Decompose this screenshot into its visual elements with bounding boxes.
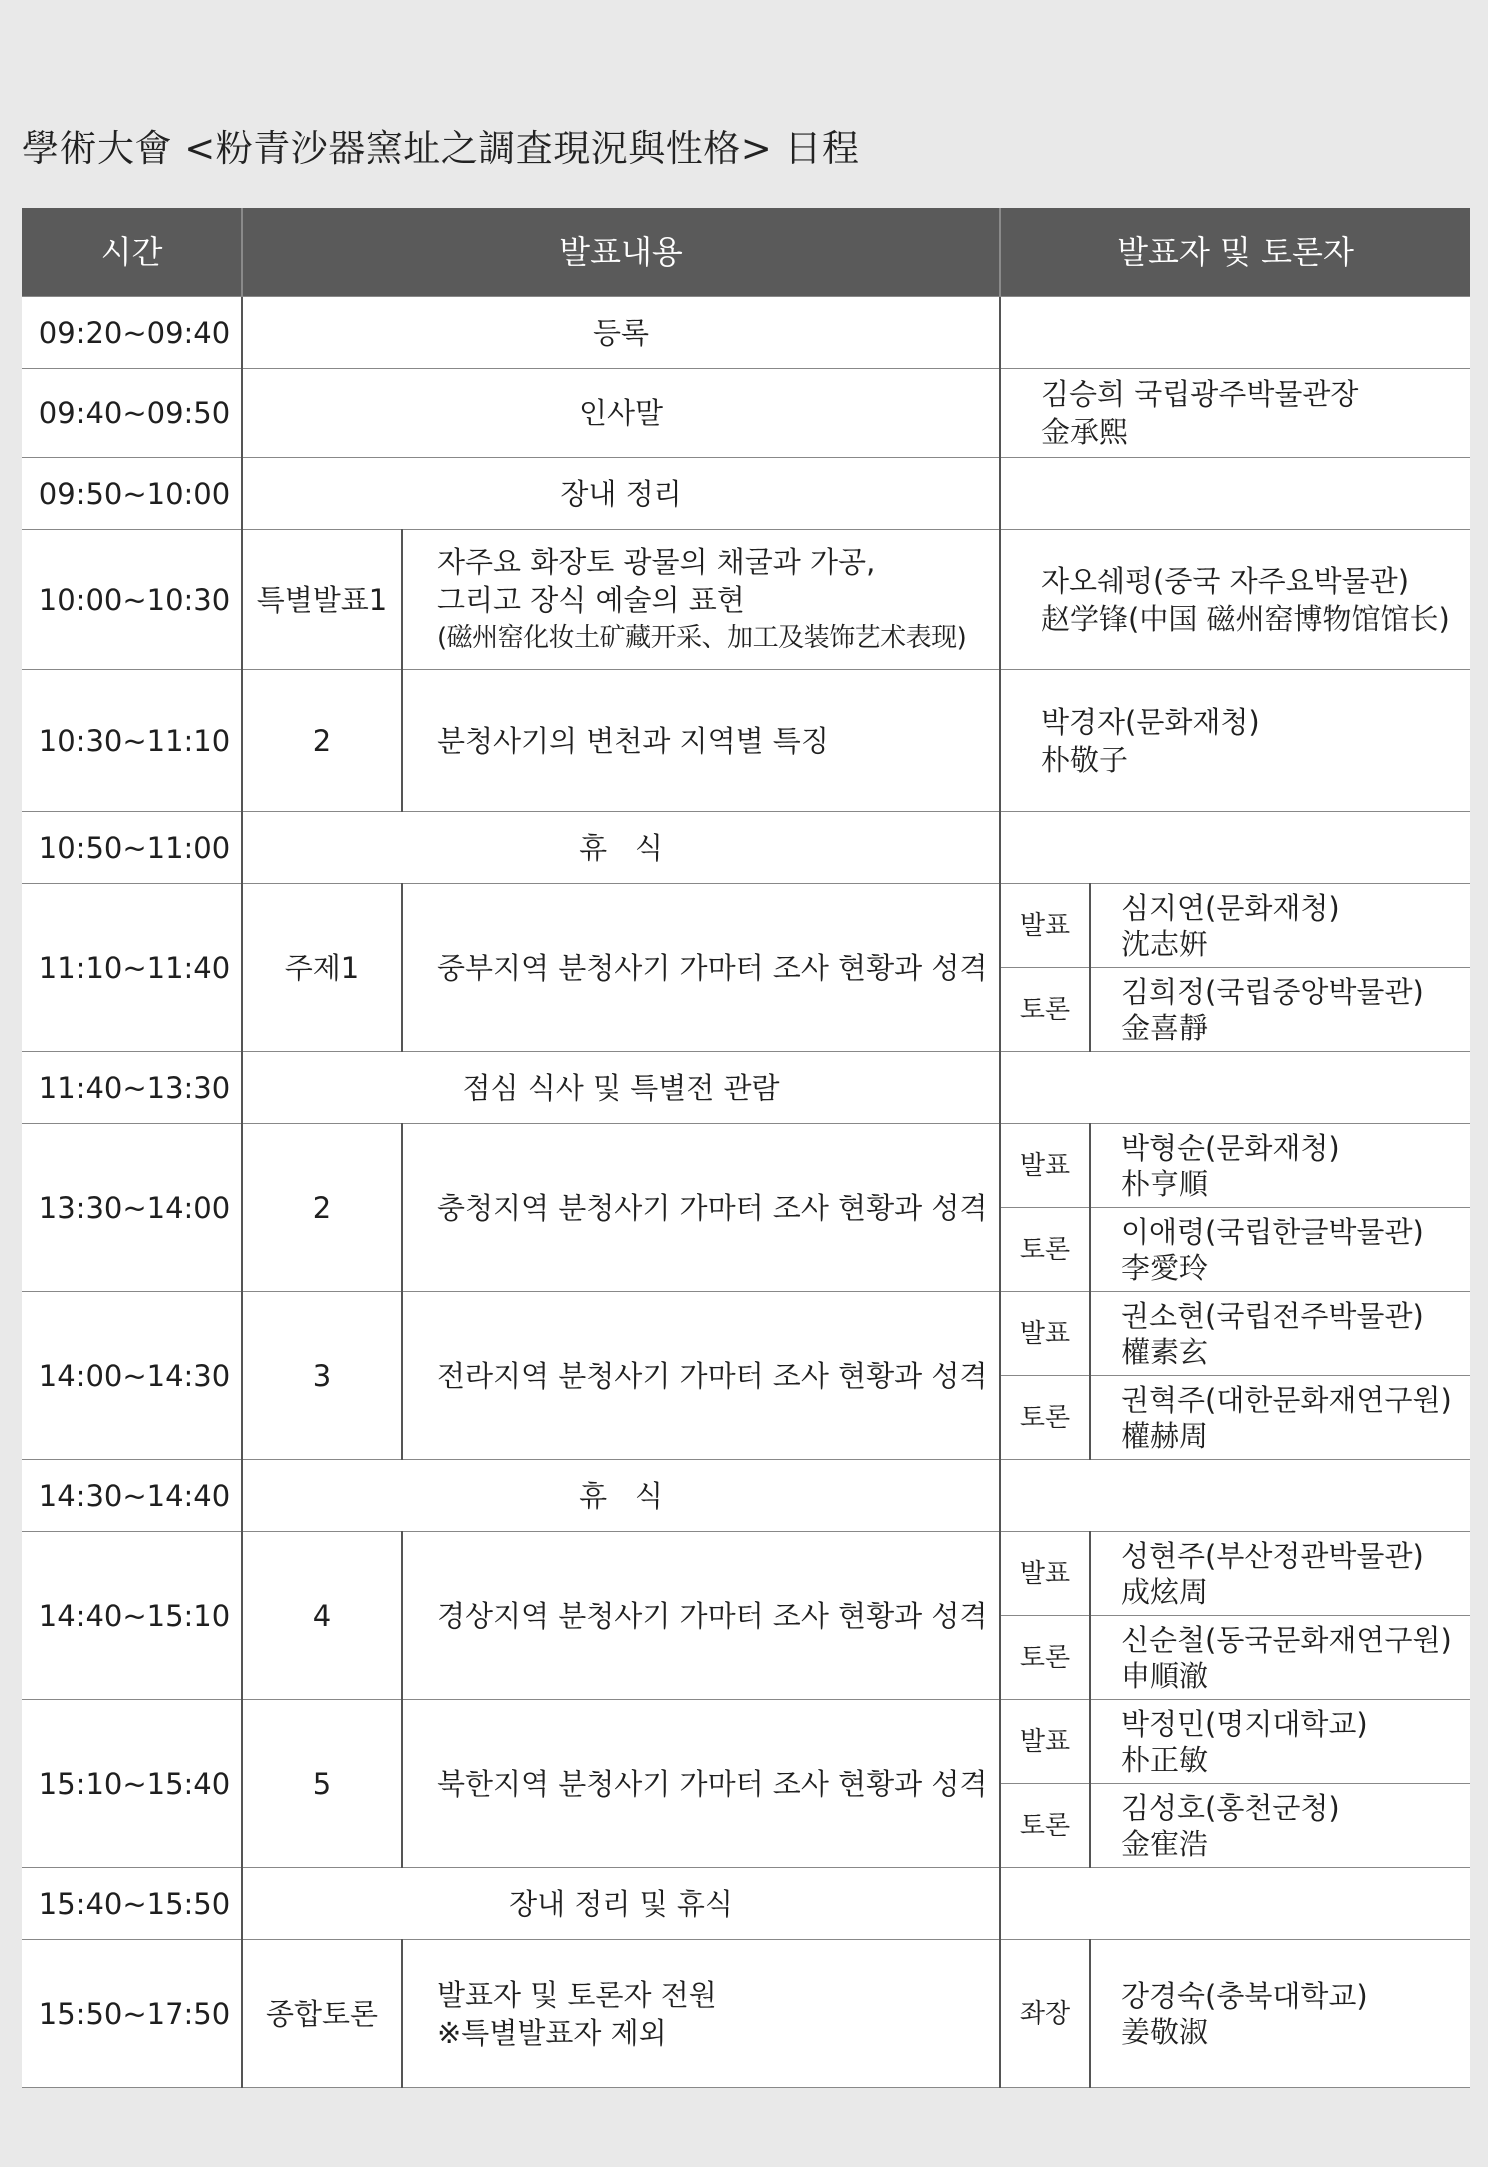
speaker-name: 김성호(홍천군청) (1121, 1790, 1340, 1825)
speaker-cell (1090, 1616, 1470, 1700)
speaker-cell (1000, 670, 1470, 812)
speaker-name: 박형순(문화재청) (1121, 1130, 1340, 1165)
content-cell: 점심 식사 및 특별전 관람 (242, 1052, 1000, 1124)
speaker-hanja: 朴正敏 (1121, 1742, 1209, 1777)
table-row (22, 1532, 1470, 1616)
session-label: 종합토론 (242, 1940, 402, 2088)
speaker-hanja: 權赫周 (1121, 1418, 1209, 1453)
session-label: 5 (242, 1700, 402, 1868)
role-label: 토론 (1000, 1616, 1090, 1700)
table-row (22, 1700, 1470, 1784)
speaker-cell (1090, 1208, 1470, 1292)
speaker-name: 권소현(국립전주박물관) (1121, 1298, 1424, 1333)
speaker-cell (1000, 297, 1470, 369)
content-cell: 경상지역 분청사기 가마터 조사 현황과 성격 (402, 1532, 1000, 1700)
table-row (22, 812, 1470, 884)
header-speakers: 발표자 및 토론자 (1000, 208, 1470, 297)
speaker-hanja: 朴亨順 (1121, 1166, 1209, 1201)
table-row (22, 670, 1470, 812)
speaker-cell (1000, 1868, 1470, 1940)
speaker-hanja: 金寉浩 (1121, 1826, 1209, 1861)
speaker-cell (1000, 1460, 1470, 1532)
speaker-cell (1090, 1784, 1470, 1868)
speaker-hanja: 權素玄 (1121, 1334, 1209, 1369)
content-cell: 분청사기의 변천과 지역별 특징 (402, 670, 1000, 812)
speaker-cell (1090, 1124, 1470, 1208)
table-row (22, 884, 1470, 968)
table-row (22, 1940, 1470, 2088)
time-cell: 11:10~11:40 (22, 884, 242, 1052)
speaker-cell (1090, 884, 1470, 968)
table-row (22, 458, 1470, 530)
talk-title-line: 그리고 장식 예술의 표현 (437, 582, 745, 617)
session-label: 2 (242, 670, 402, 812)
role-label: 토론 (1000, 1376, 1090, 1460)
talk-title-line: 자주요 화장토 광물의 채굴과 가공, (437, 544, 876, 579)
speaker-cell (1090, 1292, 1470, 1376)
speaker-name: 김희정(국립중앙박물관) (1121, 974, 1424, 1009)
speaker-name: 김승희 국립광주박물관장 (1041, 377, 1359, 411)
speaker-cell (1090, 1376, 1470, 1460)
speaker-name: 자오쉐펑(중국 자주요박물관) (1041, 563, 1410, 598)
time-cell: 11:40~13:30 (22, 1052, 242, 1124)
role-label: 발표 (1000, 1700, 1090, 1784)
time-cell: 15:50~17:50 (22, 1940, 242, 2088)
role-label: 발표 (1000, 1532, 1090, 1616)
content-cell: 전라지역 분청사기 가마터 조사 현황과 성격 (402, 1292, 1000, 1460)
content-cell: 인사말 (242, 369, 1000, 458)
speaker-hanja: 赵学锋(中国 磁州窑博物馆馆长) (1041, 601, 1450, 636)
time-cell: 15:10~15:40 (22, 1700, 242, 1868)
speaker-cell (1000, 530, 1470, 670)
speaker-cell (1000, 1052, 1470, 1124)
time-cell: 14:00~14:30 (22, 1292, 242, 1460)
talk-note: ※특별발표자 제외 (437, 2015, 667, 2050)
role-label: 토론 (1000, 1784, 1090, 1868)
content-cell: 장내 정리 (242, 458, 1000, 530)
table-row (22, 1124, 1470, 1208)
content-cell (402, 530, 1000, 670)
speaker-cell (1000, 369, 1470, 458)
header-time: 시간 (22, 208, 242, 297)
role-label: 토론 (1000, 968, 1090, 1052)
role-label: 토론 (1000, 1208, 1090, 1292)
content-cell: 북한지역 분청사기 가마터 조사 현황과 성격 (402, 1700, 1000, 1868)
speaker-cell (1090, 1532, 1470, 1616)
session-label: 주제1 (242, 884, 402, 1052)
speaker-name: 이애령(국립한글박물관) (1121, 1214, 1424, 1249)
talk-title-chinese: (磁州窑化妆土矿藏开采、加工及装饰艺术表现) (437, 622, 967, 653)
session-label: 3 (242, 1292, 402, 1460)
time-cell: 14:30~14:40 (22, 1460, 242, 1532)
speaker-hanja: 姜敬淑 (1121, 2014, 1209, 2049)
speaker-hanja: 申順澈 (1121, 1658, 1209, 1693)
role-label: 좌장 (1000, 1940, 1090, 2088)
time-cell: 10:00~10:30 (22, 530, 242, 670)
speaker-hanja: 朴敬子 (1041, 742, 1129, 777)
speaker-name: 성현주(부산정관박물관) (1121, 1538, 1424, 1573)
speaker-hanja: 沈志姸 (1121, 926, 1209, 961)
time-cell: 13:30~14:00 (22, 1124, 242, 1292)
role-label: 발표 (1000, 1292, 1090, 1376)
table-row (22, 1292, 1470, 1376)
table-row (22, 1868, 1470, 1940)
speaker-name: 신순철(동국문화재연구원) (1121, 1622, 1452, 1657)
talk-title-line: 발표자 및 토론자 전원 (437, 1977, 717, 2012)
content-cell: 장내 정리 및 휴식 (242, 1868, 1000, 1940)
content-cell: 휴 식 (242, 1460, 1000, 1532)
content-cell: 등록 (242, 297, 1000, 369)
schedule-table (22, 208, 1470, 2088)
speaker-hanja: 金喜靜 (1121, 1010, 1209, 1045)
table-row (22, 297, 1470, 369)
speaker-name: 박경자(문화재청) (1041, 704, 1260, 739)
speaker-cell (1090, 968, 1470, 1052)
speaker-name: 박정민(명지대학교) (1121, 1706, 1368, 1741)
speaker-hanja: 成炫周 (1121, 1574, 1209, 1609)
speaker-cell (1000, 458, 1470, 530)
table-header-row (22, 208, 1470, 297)
table-row (22, 369, 1470, 458)
session-label: 2 (242, 1124, 402, 1292)
role-label: 발표 (1000, 1124, 1090, 1208)
speaker-cell (1000, 812, 1470, 884)
page-title: 學術大會 <粉青沙器窯址之調査現況與性格> 日程 (22, 127, 860, 170)
content-cell: 휴 식 (242, 812, 1000, 884)
time-cell: 10:30~11:10 (22, 670, 242, 812)
time-cell: 10:50~11:00 (22, 812, 242, 884)
speaker-hanja: 李愛玲 (1121, 1250, 1209, 1285)
time-cell: 09:50~10:00 (22, 458, 242, 530)
session-label: 4 (242, 1532, 402, 1700)
time-cell: 15:40~15:50 (22, 1868, 242, 1940)
time-cell: 14:40~15:10 (22, 1532, 242, 1700)
time-cell: 09:20~09:40 (22, 297, 242, 369)
content-cell: 충청지역 분청사기 가마터 조사 현황과 성격 (402, 1124, 1000, 1292)
table-row (22, 1460, 1470, 1532)
session-label: 특별발표1 (242, 530, 402, 670)
speaker-cell (1090, 1700, 1470, 1784)
speaker-name: 강경숙(충북대학교) (1121, 1978, 1368, 2013)
header-content: 발표내용 (242, 208, 1000, 297)
content-cell (402, 1940, 1000, 2088)
speaker-hanja: 金承熙 (1041, 415, 1129, 449)
time-cell: 09:40~09:50 (22, 369, 242, 458)
speaker-cell (1090, 1940, 1470, 2088)
content-cell: 중부지역 분청사기 가마터 조사 현황과 성격 (402, 884, 1000, 1052)
speaker-name: 권혁주(대한문화재연구원) (1121, 1382, 1452, 1417)
speaker-name: 심지연(문화재청) (1121, 890, 1340, 925)
table-row (22, 530, 1470, 670)
table-row (22, 1052, 1470, 1124)
role-label: 발표 (1000, 884, 1090, 968)
